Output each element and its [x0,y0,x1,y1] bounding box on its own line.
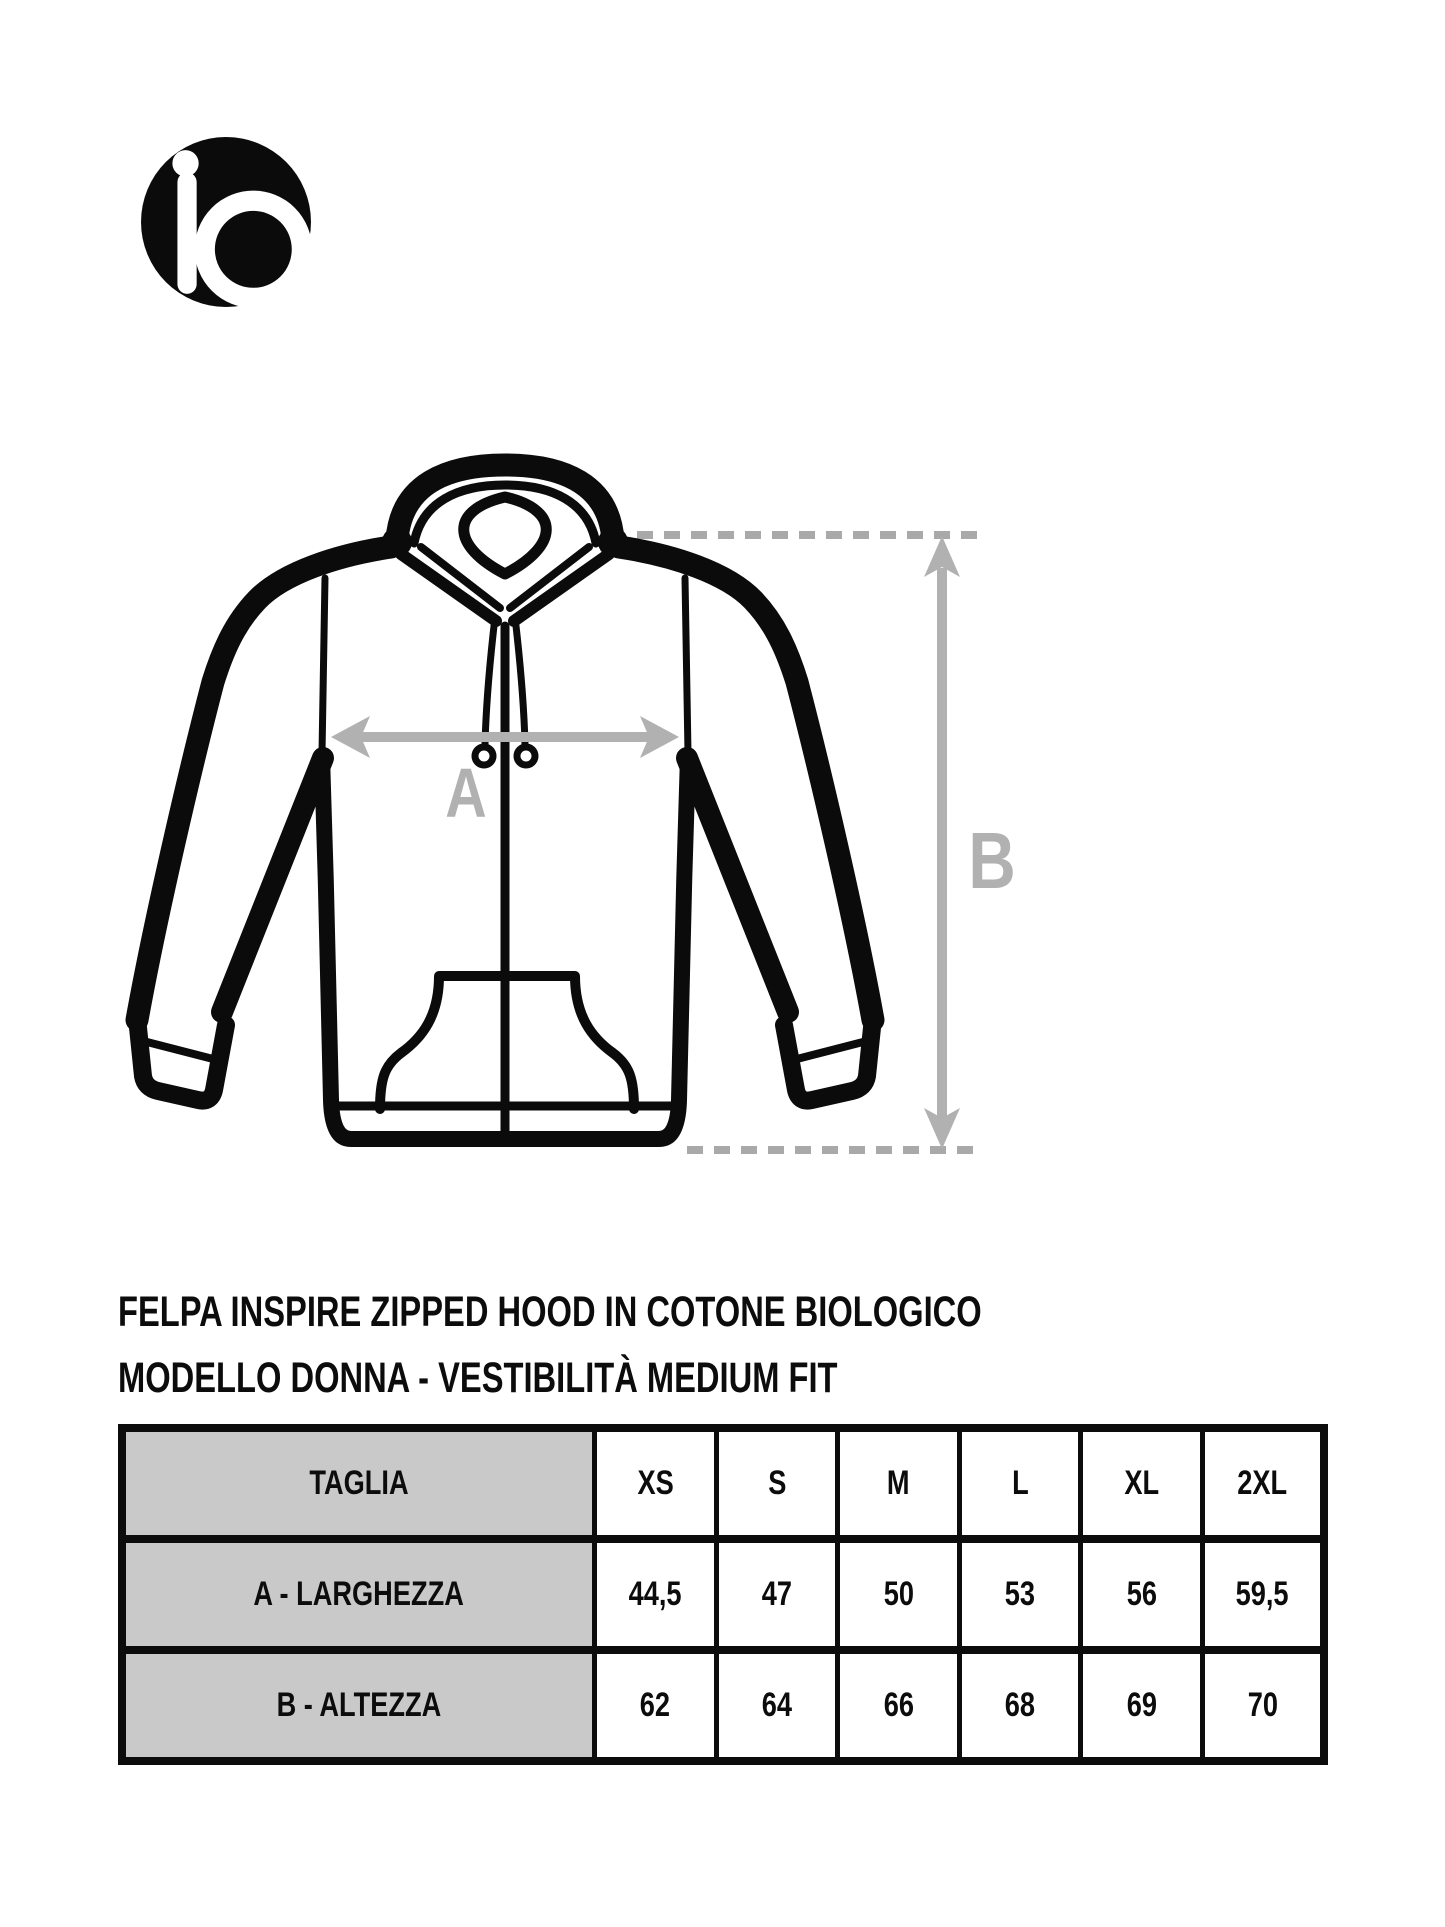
right-sleeve-seam [687,758,788,1012]
header-cell-taglia: TAGLIA [122,1428,595,1539]
larghezza-xs: 44,5 [595,1539,717,1650]
measure-arrow-b [924,536,960,1149]
larghezza-l: 53 [959,1539,1081,1650]
label-a: A [445,753,487,833]
product-title-line2: MODELLO DONNA - VESTIBILITÀ MEDIUM FIT [118,1354,838,1402]
altezza-m: 66 [838,1650,960,1761]
left-cuff [137,1018,226,1101]
header-cell-2xl: 2XL [1202,1428,1324,1539]
product-title-line1: FELPA INSPIRE ZIPPED HOOD IN COTONE BIOLOGICO [118,1288,982,1336]
altezza-s: 64 [716,1650,838,1761]
hoodie-measure-diagram [95,450,1015,1160]
product-title [118,1279,982,1411]
left-side-seam [322,578,325,753]
right-cuff [784,1018,873,1101]
size-table-row-altezza [122,1650,1324,1761]
left-toggle [365,538,387,560]
altezza-xs: 62 [595,1650,717,1761]
header-cell-s: S [716,1428,838,1539]
altezza-2xl: 70 [1202,1650,1324,1761]
left-drawstring [485,626,494,744]
brand-logo [140,136,312,308]
larghezza-s: 47 [716,1539,838,1650]
right-aglet [517,747,535,765]
right-sleeve-outer [619,547,873,1020]
larghezza-2xl: 59,5 [1202,1539,1324,1650]
header-cell-xl: XL [1081,1428,1203,1539]
label-b: B [968,815,1015,906]
altezza-xl: 69 [1081,1650,1203,1761]
size-table-header-row [122,1428,1324,1539]
larghezza-m: 50 [838,1539,960,1650]
left-sleeve-outer [137,547,391,1020]
header-cell-xs: XS [595,1428,717,1539]
size-table [118,1424,1328,1765]
right-grommet [598,527,628,557]
larghezza-xl: 56 [1081,1539,1203,1650]
header-cell-m: M [838,1428,960,1539]
hood-opening [464,497,547,574]
left-grommet [382,527,412,557]
brand-logo-icon [140,136,312,308]
altezza-l: 68 [959,1650,1081,1761]
row-label-altezza: B - ALTEZZA [122,1650,595,1761]
right-side-seam [685,578,688,753]
left-sleeve-seam [222,758,323,1012]
header-cell-l: L [959,1428,1081,1539]
hoodie-drawing [95,450,1015,1160]
row-label-larghezza: A - LARGHEZZA [122,1539,595,1650]
right-toggle [623,538,645,560]
size-table-row-larghezza [122,1539,1324,1650]
right-drawstring [516,626,525,744]
